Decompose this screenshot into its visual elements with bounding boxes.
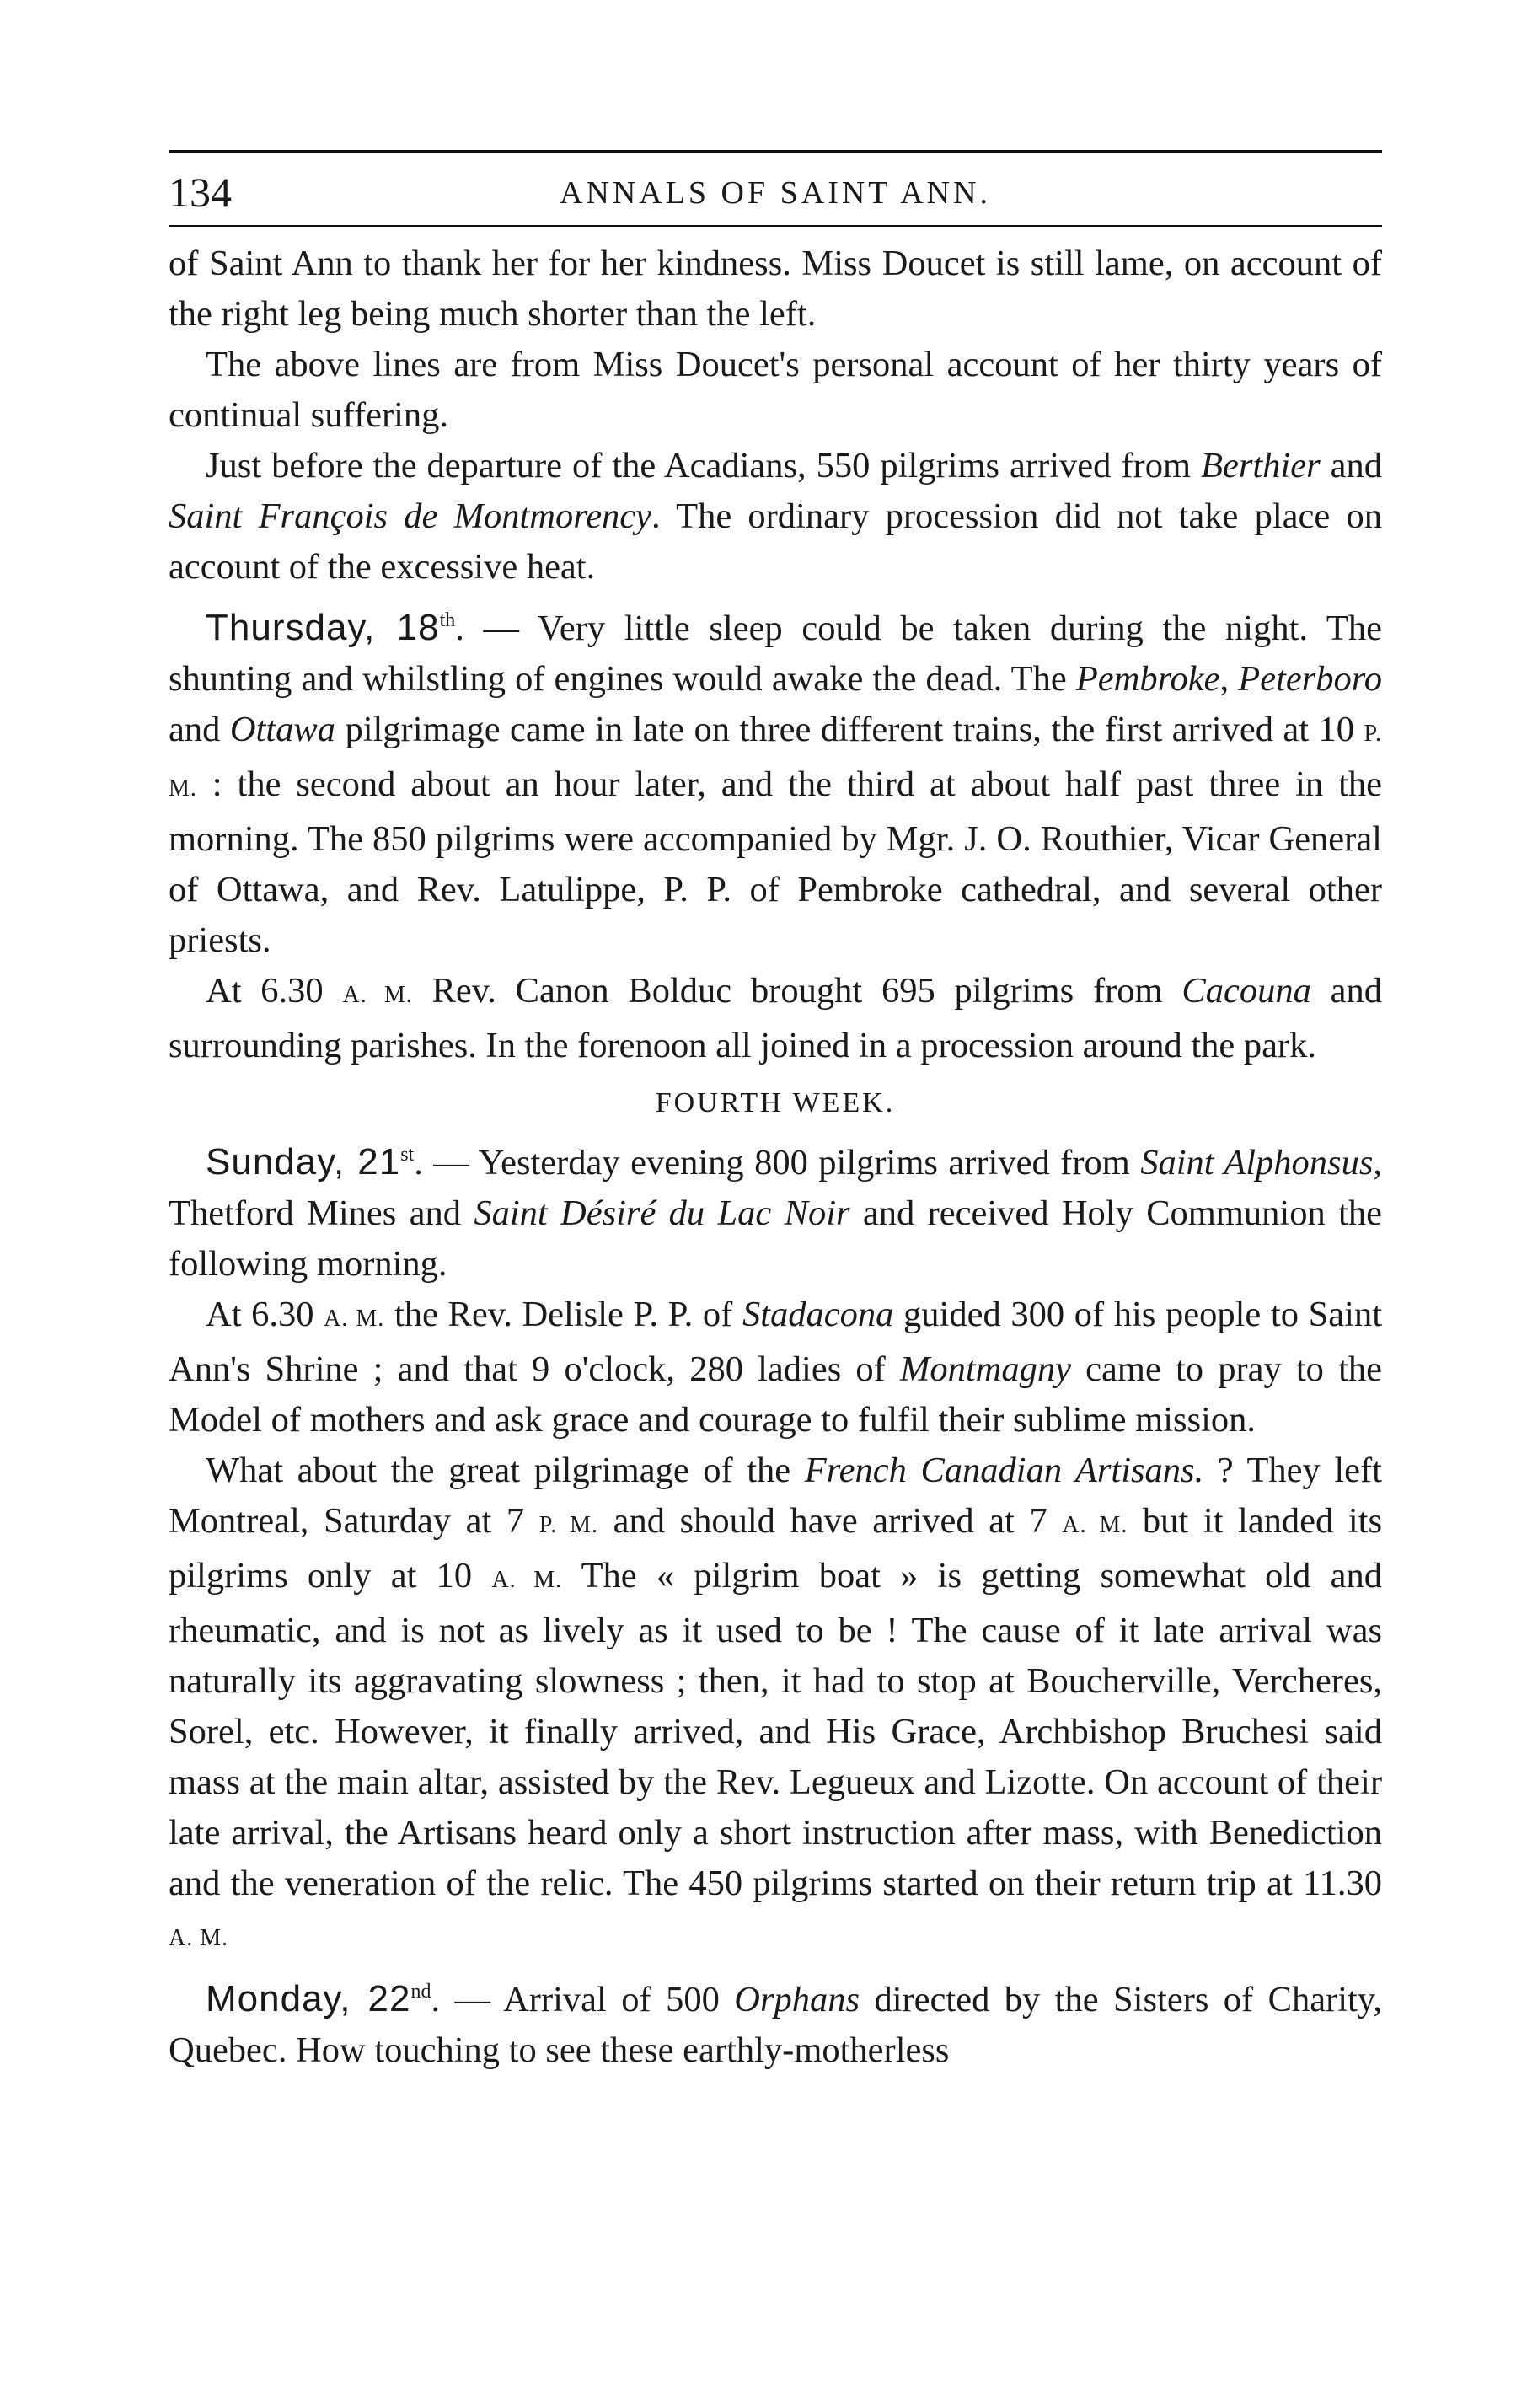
- paragraph-thursday: Thursday, 18th. — Very little sleep could be taken during the night. The shunting and whilstling of engines would awake the dead. The Pembroke, Peterboro and Ottawa pilgrimage came in late on three different trains, the first arrived at 10 P. M. : the second about an hour later, and the third at about half past three in the morning. The 850 pilgrims were accompanied by Mgr. J. O. Routhier, Vicar General of Ottawa, and Rev. Latulippe, P. P. of Pembroke cathedral, and several other priests.: [169, 607, 1382, 960]
- paragraph-5: At 6.30 A. M. Rev. Canon Bolduc brought 695 pilgrims from Cacouna and surrounding parishes. In the forenoon all joined in a procession around the park.: [169, 971, 1382, 1065]
- header-rule-bottom: [169, 225, 1382, 227]
- section-heading: FOURTH WEEK.: [655, 1087, 896, 1118]
- page-header: [169, 153, 1382, 225]
- paragraph-sunday: Sunday, 21st. — Yesterday evening 800 pilgrims arrived from Saint Alphonsus, Thetford Mines and Saint Désiré du Lac Noir and received Holy Communion the following morning.: [169, 1141, 1382, 1284]
- entry-lead-monday: Monday, 22: [206, 1978, 411, 2019]
- paragraph-1: of Saint Ann to thank her for her kindness. Miss Doucet is still lame, on account of the right leg being much shorter than the left.: [169, 244, 1382, 334]
- page: [169, 150, 1382, 2076]
- paragraph-7: At 6.30 A. M. the Rev. Delisle P. P. of Stadacona guided 300 of his people to Saint Ann's Shrine ; and that 9 o'clock, 280 ladies of Montmagny came to pray to the Model of mothers and ask grace and courage to fulfil their sublime mission.: [169, 1295, 1383, 1440]
- body-text: [169, 239, 1382, 2076]
- paragraph-3: Just before the departure of the Acadians, 550 pilgrims arrived from Berthier and Saint François de Montmorency. The ordinary procession did not take place on account of the excessive heat.: [169, 446, 1382, 587]
- paragraph-monday: Monday, 22nd. — Arrival of 500 Orphans directed by the Sisters of Charity, Quebec. How touching to see these earthly-motherless: [169, 1978, 1382, 2070]
- entry-lead-sunday: Sunday, 21: [206, 1141, 401, 1183]
- entry-lead-thursday: Thursday, 18: [206, 607, 440, 648]
- page-number: 134: [169, 169, 232, 216]
- paragraph-2: The above lines are from Miss Doucet's personal account of her thirty years of continual suffering.: [169, 345, 1382, 435]
- running-title: ANNALS OF SAINT ANN.: [559, 175, 992, 211]
- paragraph-8: What about the great pilgrimage of the French Canadian Artisans. ? They left Montreal, Saturday at 7 P. M. and should have arrived at 7 A. M. but it landed its pilgrims only at 10 A. M. The « pilgrim boat » is getting somewhat old and rheumatic, and is not as lively as it used to be ! The cause of it late arrival was naturally its aggravating slowness ; then, it had to stop at Boucherville, Vercheres, Sorel, etc. However, it finally arrived, and His Grace, Archbishop Bruchesi said mass at the main altar, assisted by the Rev. Legueux and Lizotte. On account of their late arrival, the Artisans heard only a short instruction after mass, with Benediction and the veneration of the relic. The 450 pilgrims started on their return trip at 11.30 A. M.: [169, 1451, 1383, 1951]
